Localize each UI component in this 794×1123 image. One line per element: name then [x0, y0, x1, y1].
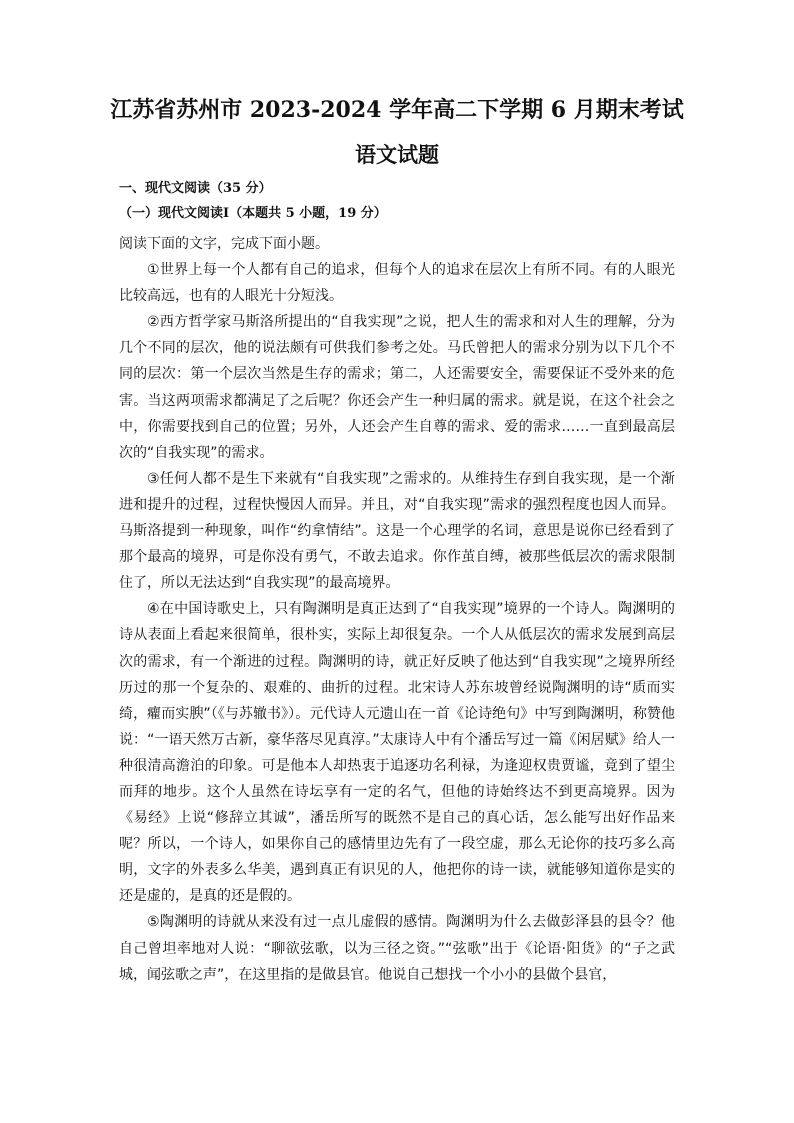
reading-instruction: 阅读下面的文字，完成下面小题。 — [119, 236, 329, 252]
paragraph-5: ⑤陶渊明的诗就从来没有过一点儿虚假的感情。陶渊明为什么去做彭泽县的县令？他自己曾坦率地对人说：“聊欲弦歌，以为三径之资。”“弦歌”出于《论语·阳货》的“子之武城，闻弦歌之声”，在这里指的是做县官。他说自己想找一个小小的县做个县官， — [119, 914, 675, 983]
exam-title: 江苏省苏州市 2023-2024 学年高二下学期 6 月期末考试 — [110, 97, 684, 123]
paragraph-1: ①世界上每一个人都有自己的追求，但每个人的追求在层次上有所不同。有的人眼光比较高远，也有的人眼光十分短浅。 — [119, 262, 675, 305]
section-heading: 一、现代文阅读（35 分） — [119, 181, 272, 196]
subsection-heading: （一）现代文阅读Ⅰ（本题共 5 小题，19 分） — [119, 206, 387, 221]
reading-passage — [119, 231, 675, 988]
paragraph-4: ④在中国诗歌史上，只有陶渊明是真正达到了“自我实现”境界的一个诗人。陶渊明的诗从表面上看起来很简单，很朴实，实际上却很复杂。一个人从低层次的需求发展到高层次的需求，有一个渐进的过程。陶渊明的诗，就正好反映了他达到“自我实现”之境界所经历过的那一个复杂的、艰难的、曲折的过程。北宋诗人苏东坡曾经说陶渊明的诗“质而实绮，癯而实腴”（《与苏辙书》）。元代诗人元遗山在一首《论诗绝句》中写到陶渊明，称赞他说：“一语天然万古新，豪华落尽见真淳。”太康诗人中有个潘岳写过一篇《闲居赋》给人一种很清高澹泊的印象。可是他本人却热衷于追逐功名利禄，为逢迎权贵贾谧，竟到了望尘而拜的地步。这个人虽然在诗坛享有一定的名气，但他的诗始终达不到更高境界。因为《易经》上说“修辞立其诚”，潘岳所写的既然不是自己的真心话，怎么能写出好作品来呢？所以，一个诗人，如果你自己的感情里边先有了一段空虚，那么无论你的技巧多么高明，文字的外表多么华美，遇到真正有识见的人，他把你的诗一读，就能够知道你是实的还是虚的，是真的还是假的。 — [119, 601, 675, 905]
paragraph-3: ③任何人都不是生下来就有“自我实现”之需求的。从维持生存到自我实现，是一个渐进和提升的过程，过程快慢因人而异。并且，对“自我实现”需求的强烈程度也因人而异。马斯洛提到一种现象，叫作“约拿情结”。这是一个心理学的名词，意思是说你已经看到了那个最高的境界，可是你没有勇气，不敢去追求。你作茧自缚，被那些低层次的需求限制住了，所以无法达到“自我实现”的最高境界。 — [119, 470, 675, 592]
paragraph-2: ②西方哲学家马斯洛所提出的“自我实现”之说，把人生的需求和对人生的理解，分为几个不同的层次，他的说法颇有可供我们参考之处。马氏曾把人的需求分别为以下几个不同的层次：第一个层次当然是生存的需求；第二，人还需要安全，需要保证不受外来的危害。当这两项需求都满足了之后呢？你还会产生一种归属的需求。就是说，在这个社会之中，你需要找到自己的位置；另外，人还会产生自尊的需求、爱的需求……一直到最高层次的“自我实现”的需求。 — [119, 314, 675, 461]
exam-subtitle: 语文试题 — [355, 142, 439, 167]
